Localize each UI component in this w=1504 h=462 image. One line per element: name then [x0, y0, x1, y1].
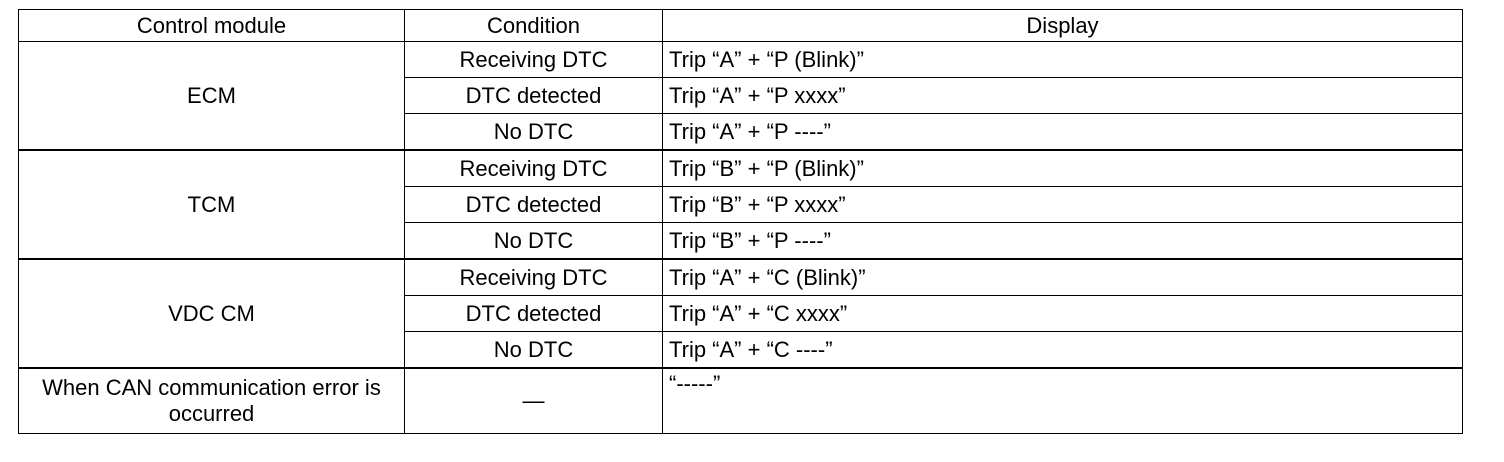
condition-cell: No DTC [405, 114, 663, 151]
condition-cell: No DTC [405, 332, 663, 369]
display-cell: Trip “B” + “P xxxx” [663, 187, 1463, 223]
display-cell: Trip “A” + “C ----” [663, 332, 1463, 369]
table-row [19, 42, 1463, 78]
condition-cell: DTC detected [405, 296, 663, 332]
dtc-display-table [18, 9, 1463, 434]
table-row [19, 150, 1463, 187]
condition-cell: DTC detected [405, 187, 663, 223]
table-row [19, 259, 1463, 296]
condition-cell: Receiving DTC [405, 259, 663, 296]
table-header-row [19, 10, 1463, 42]
module-cell-can-error: When CAN communication error is occurred [19, 368, 405, 434]
module-cell-vdc-cm: VDC CM [19, 259, 405, 368]
condition-cell: DTC detected [405, 78, 663, 114]
display-cell: Trip “A” + “C (Blink)” [663, 259, 1463, 296]
header-condition: Condition [405, 10, 663, 42]
display-cell: Trip “B” + “P (Blink)” [663, 150, 1463, 187]
display-cell: Trip “A” + “C xxxx” [663, 296, 1463, 332]
display-cell: Trip “A” + “P ----” [663, 114, 1463, 151]
display-cell: Trip “A” + “P xxxx” [663, 78, 1463, 114]
header-control-module: Control module [19, 10, 405, 42]
condition-cell: Receiving DTC [405, 150, 663, 187]
module-cell-tcm: TCM [19, 150, 405, 259]
condition-cell: — [405, 368, 663, 434]
display-cell: Trip “B” + “P ----” [663, 223, 1463, 260]
condition-cell: No DTC [405, 223, 663, 260]
module-cell-ecm: ECM [19, 42, 405, 151]
table-row-can-error [19, 368, 1463, 434]
display-cell: “-----” [663, 368, 1463, 434]
header-display: Display [663, 10, 1463, 42]
display-cell: Trip “A” + “P (Blink)” [663, 42, 1463, 78]
condition-cell: Receiving DTC [405, 42, 663, 78]
